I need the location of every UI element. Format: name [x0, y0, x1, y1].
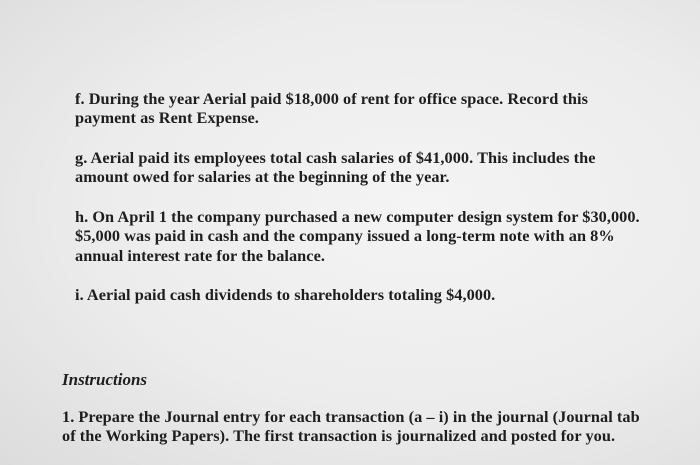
item-h-line-3: annual interest rate for the balance.: [75, 246, 325, 265]
item-f-line-2: payment as Rent Expense.: [75, 108, 259, 127]
item-h-line-2: $5,000 was paid in cash and the company issued a long-term note with an 8%: [75, 226, 615, 245]
item-h-line-1: h. On April 1 the company purchased a new computer design system for $30,000.: [75, 207, 640, 226]
item-f-line-1: f. During the year Aerial paid $18,000 of rent for office space. Record this: [75, 89, 588, 108]
item-g-line-1: g. Aerial paid its employees total cash salaries of $41,000. This includes the: [75, 148, 596, 167]
instruction-line-1: 1. Prepare the Journal entry for each transaction (a – i) in the journal (Journal tab: [62, 407, 640, 426]
item-g-line-2: amount owed for salaries at the beginning of the year.: [75, 167, 450, 186]
item-i-line-1: i. Aerial paid cash dividends to shareholders totaling $4,000.: [75, 285, 496, 304]
instruction-line-2: of the Working Papers). The first transaction is journalized and posted for you.: [62, 426, 616, 445]
instructions-heading: Instructions: [62, 370, 148, 389]
